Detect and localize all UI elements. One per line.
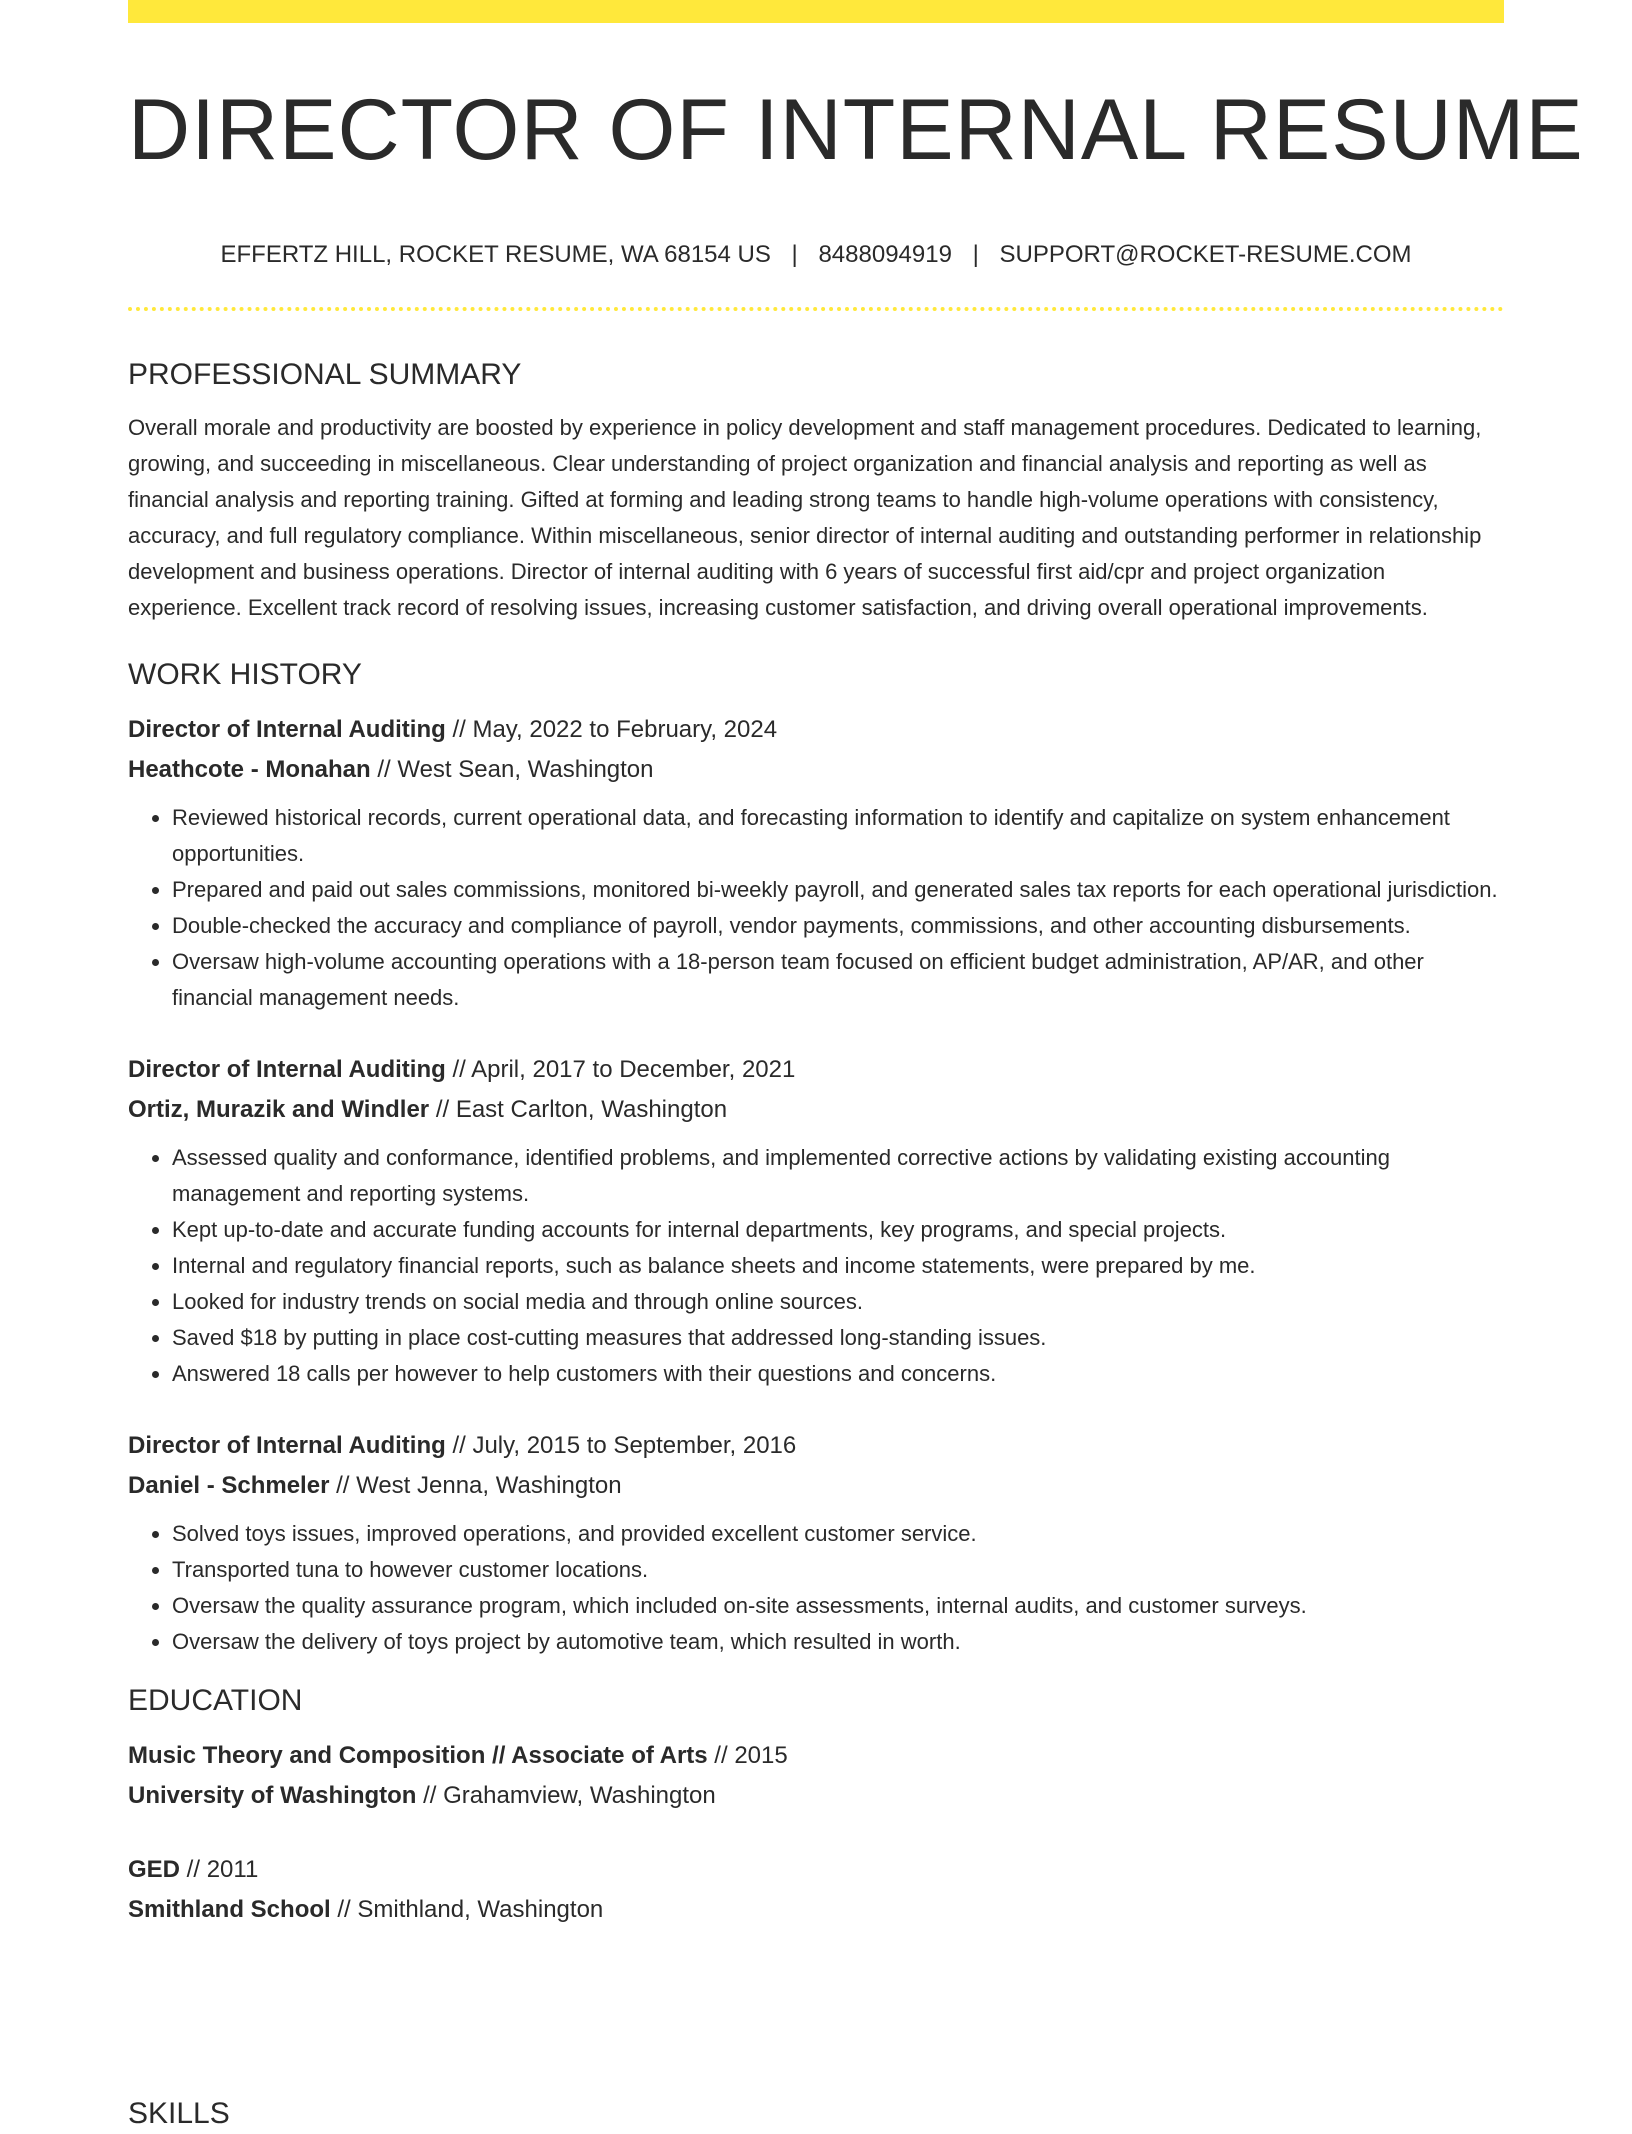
education-location: // Grahamview, Washington [416,1782,716,1809]
education-degree: GED [128,1856,181,1883]
job-dates: // July, 2015 to September, 2016 [445,1432,797,1459]
job-dates: // May, 2022 to February, 2024 [445,716,778,743]
education-school-line [128,1890,1504,1930]
job-title-line [128,1426,1504,1466]
job-title: Director of Internal Auditing [128,1056,446,1083]
contact-email: SUPPORT@ROCKET-RESUME.COM [999,241,1412,268]
job-bullet: • Transported tuna to however customer locations. [172,1552,1504,1588]
job-bullet: • Prepared and paid out sales commissions, monitored bi-weekly payroll, and generated sales tax reports for each operational jurisdiction. [172,872,1504,908]
education-year: // 2011 [180,1856,259,1883]
education-entry [128,1736,1504,1816]
contact-phone: 8488094919 [818,241,952,268]
job-title: Director of Internal Auditing [128,1432,446,1459]
summary-text: Overall morale and productivity are boosted by experience in policy development and staff management procedures. Dedicated to learning, growing, and succeeding in miscellaneous. Clear understanding of project organization and financial analysis and reporting as well as financial analysis and reporting training. Gifted at forming and leading strong teams to handle high-volume operations with consistency, accuracy, and full regulatory compliance. Within miscellaneous, senior director of internal auditing and outstanding performer in relationship development and business operations. Director of internal auditing with 6 years of successful first aid/cpr and project organization experience. Excellent track record of resolving issues, increasing customer satisfaction, and driving overall operational improvements. [128,415,1482,620]
job-company: Ortiz, Murazik and Windler [128,1096,430,1123]
job-bullet: • Oversaw the quality assurance program, which included on-site assessments, internal audits, and customer surveys. [172,1588,1504,1624]
contact-line [128,237,1504,273]
job-company-line [128,750,1504,790]
education-heading: EDUCATION [128,1684,303,1717]
job-bullets [128,800,1504,1016]
accent-bar [128,0,1504,23]
education-degree-line [128,1736,1504,1776]
job-bullet: • Double-checked the accuracy and compliance of payroll, vendor payments, commissions, and other accounting disbursements. [172,908,1504,944]
education-school-line [128,1776,1504,1816]
job-title-line [128,1050,1504,1090]
job-entry [128,1426,1504,1660]
education-school: University of Washington [128,1782,417,1809]
contact-address: EFFERTZ HILL, ROCKET RESUME, WA 68154 US [220,241,771,268]
job-bullet: • Reviewed historical records, current operational data, and forecasting information to identify and capitalize on system enhancement opportunities. [172,800,1504,872]
job-bullet: • Solved toys issues, improved operations, and provided excellent customer service. [172,1516,1504,1552]
job-location: // East Carlton, Washington [429,1096,728,1123]
education-location: // Smithland, Washington [330,1896,604,1923]
job-bullet: • Oversaw the delivery of toys project by automotive team, which resulted in worth. [172,1624,1504,1660]
education-school: Smithland School [128,1896,331,1923]
page-title: DIRECTOR OF INTERNAL RESUME [128,82,1584,178]
job-bullet: • Looked for industry trends on social media and through online sources. [172,1284,1504,1320]
job-bullet: • Saved $18 by putting in place cost-cutting measures that addressed long-standing issues. [172,1320,1504,1356]
job-bullets [128,1140,1504,1392]
skills-heading: SKILLS [128,2097,230,2130]
job-bullet: • Answered 18 calls per however to help customers with their questions and concerns. [172,1356,1504,1392]
job-bullet: • Assessed quality and conformance, identified problems, and implemented corrective actions by validating existing accounting management and reporting systems. [172,1140,1504,1212]
education-year: // 2015 [707,1742,788,1769]
job-company: Heathcote - Monahan [128,756,371,783]
dotted-divider [128,307,1504,311]
job-location: // West Jenna, Washington [329,1472,622,1499]
job-entry [128,710,1504,1016]
job-entry [128,1050,1504,1392]
job-bullet: • Oversaw high-volume accounting operations with a 18-person team focused on efficient budget administration, AP/AR, and other financial management needs. [172,944,1504,1016]
education-entry [128,1850,1504,1930]
resume-content [128,350,1504,1930]
summary-heading: PROFESSIONAL SUMMARY [128,358,522,391]
job-dates: // April, 2017 to December, 2021 [445,1056,796,1083]
job-title: Director of Internal Auditing [128,716,446,743]
education-degree: Music Theory and Composition // Associate of Arts [128,1742,708,1769]
job-location: // West Sean, Washington [370,756,654,783]
job-company-line [128,1090,1504,1130]
job-bullet: • Internal and regulatory financial reports, such as balance sheets and income statements, were prepared by me. [172,1248,1504,1284]
job-company-line [128,1466,1504,1506]
job-bullets [128,1516,1504,1660]
contact-separator: | [972,241,979,268]
education-degree-line [128,1850,1504,1890]
job-company: Daniel - Schmeler [128,1472,330,1499]
job-bullet: • Kept up-to-date and accurate funding accounts for internal departments, key programs, and special projects. [172,1212,1504,1248]
contact-separator: | [791,241,798,268]
job-title-line [128,710,1504,750]
work-history-heading: WORK HISTORY [128,658,362,691]
